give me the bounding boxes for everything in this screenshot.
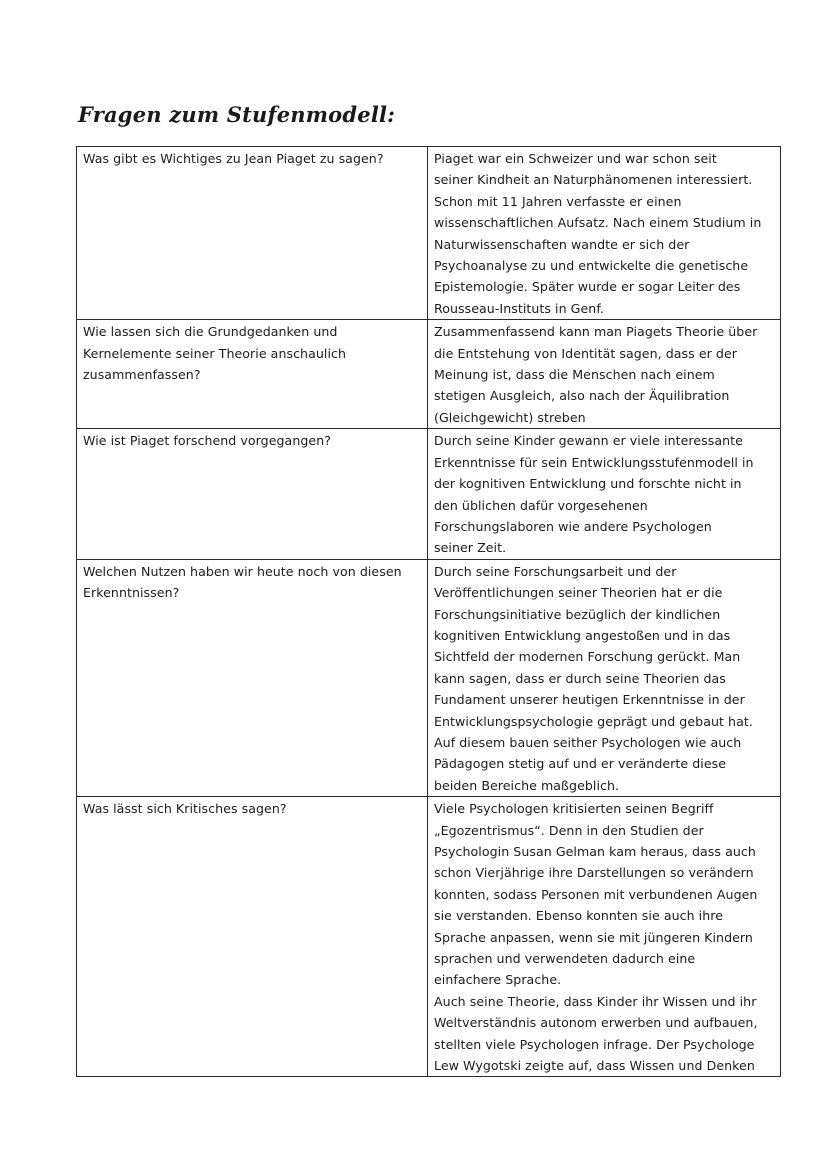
qa-table-body <box>77 147 781 1077</box>
question-cell <box>77 147 428 320</box>
answer-line: beiden Bereiche maßgeblich. <box>434 777 620 793</box>
answer-line: Forschungslaboren wie andere Psychologen <box>434 518 712 534</box>
question-cell <box>77 559 428 796</box>
answer-line: Sprache anpassen, wenn sie mit jüngeren Kindern <box>434 929 753 945</box>
answer-line: einfachere Sprache. <box>434 972 562 988</box>
table-row <box>77 797 781 1077</box>
answer-line: stetigen Ausgleich, also nach der Äquilibration <box>434 388 730 404</box>
answer-line: Entwicklungspsychologie geprägt und gebaut hat. <box>434 713 753 729</box>
answer-cell <box>428 797 781 1077</box>
question-cell <box>77 320 428 429</box>
answer-cell <box>428 559 781 796</box>
question-line: zusammenfassen? <box>83 367 201 383</box>
answer-line: Auch seine Theorie, dass Kinder ihr Wissen und ihr <box>434 993 757 1009</box>
answer-line: Forschungsinitiative bezüglich der kindlichen <box>434 606 721 622</box>
question-cell <box>77 797 428 1077</box>
answer-line: Psychologin Susan Gelman kam heraus, dass auch <box>434 844 756 859</box>
answer-line: den üblichen dafür vorgesehenen <box>434 497 648 513</box>
table-row <box>77 320 781 429</box>
question-line: Wie lassen sich die Grundgedanken und <box>83 324 338 340</box>
answer-line: Viele Psychologen kritisierten seinen Begriff <box>434 801 714 817</box>
answer-line: Piaget war ein Schweizer und war schon seit <box>434 151 717 166</box>
answer-line: Naturwissenschaften wandte er sich der <box>434 236 690 252</box>
answer-line: Durch seine Forschungsarbeit und der <box>434 563 677 579</box>
answer-line: Lew Wygotski zeigte auf, dass Wissen und Denken <box>434 1058 755 1074</box>
answer-line: (Gleichgewicht) streben <box>434 409 586 425</box>
question-line: Erkenntnissen? <box>83 585 180 601</box>
answer-line: konnten, sodass Personen mit verbundenen Augen <box>434 886 758 902</box>
question-line: Was gibt es Wichtiges zu Jean Piaget zu sagen? <box>83 151 384 166</box>
table-row <box>77 559 781 796</box>
answer-line: der kognitiven Entwicklung und forschte nicht in <box>434 476 742 492</box>
answer-line: Zusammenfassend kann man Piagets Theorie über <box>434 324 758 340</box>
answer-line: Psychoanalyse zu und entwickelte die genetische <box>434 258 749 274</box>
answer-line: wissenschaftlichen Aufsatz. Nach einem Studium in <box>434 215 762 231</box>
answer-line: sprachen und verwendeten dadurch eine <box>434 951 696 967</box>
answer-line: Pädagogen stetig auf und er veränderte diese <box>434 756 727 772</box>
table-row <box>77 429 781 559</box>
answer-line: seiner Kindheit an Naturphänomenen interessiert. <box>434 172 753 188</box>
answer-line: schon Vierjährige ihre Darstellungen so verändern <box>434 865 754 881</box>
answer-line: stellten viele Psychologen infrage. Der Psychologe <box>434 1036 755 1052</box>
page-title: Fragen zum Stufenmodell: <box>78 102 396 127</box>
answer-line: Durch seine Kinder gewann er viele interessante <box>434 433 743 449</box>
answer-line: kann sagen, dass er durch seine Theorien das <box>434 670 726 686</box>
answer-line: Rousseau-Instituts in Genf. <box>434 300 604 316</box>
answer-line: Epistemologie. Später wurde er sogar Leiter des <box>434 279 741 295</box>
answer-line: Sichtfeld der modernen Forschung gerückt. Man <box>434 649 741 665</box>
answer-cell <box>428 429 781 559</box>
answer-line: die Entstehung von Identität sagen, dass er der <box>434 345 737 361</box>
answer-line: Meinung ist, dass die Menschen nach einem <box>434 367 715 383</box>
question-line: Kernelemente seiner Theorie anschaulich <box>83 345 346 361</box>
answer-line: Schon mit 11 Jahren verfasste er einen <box>434 193 682 209</box>
answer-line: Weltverständnis autonom erwerben und aufbauen, <box>434 1015 758 1031</box>
answer-line: Auf diesem bauen seither Psychologen wie auch <box>434 734 742 750</box>
answer-line: sie verstanden. Ebenso konnten sie auch ihre <box>434 908 724 924</box>
table-row <box>77 147 781 320</box>
question-line: Welchen Nutzen haben wir heute noch von diesen <box>83 563 402 579</box>
answer-line: kognitiven Entwicklung angestoßen und in das <box>434 627 731 643</box>
question-line: Wie ist Piaget forschend vorgegangen? <box>83 433 331 449</box>
qa-table <box>76 146 781 1077</box>
answer-cell <box>428 147 781 320</box>
answer-cell <box>428 320 781 429</box>
question-cell <box>77 429 428 559</box>
answer-line: Erkenntnisse für sein Entwicklungsstufenmodell in <box>434 454 754 470</box>
question-line: Was lässt sich Kritisches sagen? <box>83 801 287 817</box>
answer-line: seiner Zeit. <box>434 540 507 556</box>
answer-line: „Egozentrismus“. Denn in den Studien der <box>434 822 704 838</box>
answer-line: Fundament unserer heutigen Erkenntnisse in der <box>434 692 745 708</box>
answer-line: Veröffentlichungen seiner Theorien hat er die <box>434 585 723 601</box>
